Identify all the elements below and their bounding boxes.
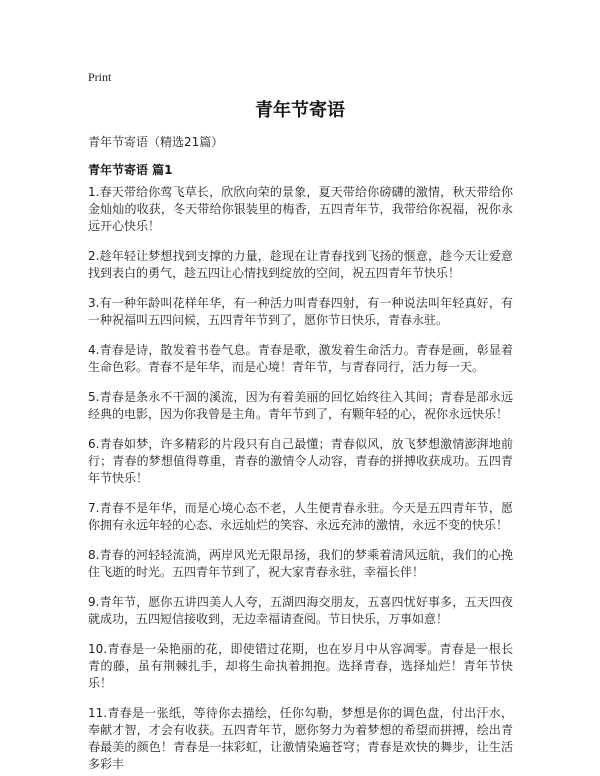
- paragraph: 11.青春是一张纸，等待你去描绘，任你勾勒，梦想是你的调色盘，付出汗水，奉献才智，才会有收获。五四青年节，愿你努力为着梦想的希望而拼搏，绘出青春最美的颜色！青春是一抹彩虹，让激情染遍苍穹；青春是欢快的舞步，让生活多彩丰: [88, 706, 513, 771]
- paragraph: 6.青春如梦，许多精彩的片段只有自己最懂；青春似风，放飞梦想激情澎湃地前行；青春的梦想值得尊重，青春的激情令人动容，青春的拼搏收获成功。五四青年节快乐！: [88, 437, 513, 485]
- paragraph: 4.青春是诗，散发着书卷气息。青春是歌，激发着生命活力。青春是画，彰显着生命色彩。青春不是年华，而是心境！青年节，与青春同行，活力每一天。: [88, 343, 513, 374]
- paragraph: 5.青春是条永不干涸的溪流，因为有着美丽的回忆始终往入其间；青春是部永远经典的电影，因为你我曾是主角。青年节到了，有颗年轻的心，祝你永远快乐！: [88, 390, 513, 421]
- subtitle: 青年节寄语（精选21篇）: [88, 135, 224, 149]
- paragraph: 8.青春的河轻轻流淌，两岸风光无限昂扬，我们的梦乘着清风远航，我们的心挽住飞逝的时光。五四青年节到了，祝大家青春永驻，幸福长伴！: [88, 548, 513, 579]
- section-heading: 青年节寄语 篇1: [88, 163, 173, 177]
- paragraph: 3.有一种年龄叫花样年华，有一种活力叫青春四射，有一种说法叫年轻真好，有一种祝福叫五四问候，五四青年节到了，愿你节日快乐，青春永驻。: [88, 296, 513, 327]
- print-link[interactable]: Print: [88, 70, 112, 84]
- paragraph: 10.青春是一朵艳丽的花，即使错过花期，也在岁月中从容凋零。青春是一根长青的藤，虽有荆棘扎手，却将生命执着拥抱。选择青春，选择灿烂！青年节快乐！: [88, 642, 513, 690]
- paragraph: 2.趁年轻让梦想找到支撑的力量，趁现在让青春找到飞扬的惬意，趁今天让爱意找到表白的勇气，趁五四让心情找到绽放的空间，祝五四青年节快乐！: [88, 249, 513, 280]
- paragraph: 7.青春不是年华，而是心境心态不老，人生便青春永驻。今天是五四青年节，愿你拥有永远年轻的心态、永远灿烂的笑容、永远充沛的激情，永远不变的快乐！: [88, 501, 513, 532]
- page-title: 青年节寄语: [255, 100, 345, 121]
- article-body: [88, 184, 513, 776]
- paragraph: 9.青年节，愿你五讲四美人人夸，五湖四海交朋友，五喜四忧好事多，五天四夜就成功，五四短信接收到，无边幸福请查阅。节日快乐，万事如意！: [88, 595, 513, 626]
- paragraph: 1.春天带给你莺飞草长，欣欣向荣的景象，夏天带给你磅礴的激情，秋天带给你金灿灿的收获，冬天带给你银装里的梅香，五四青年节，我带给你祝福，祝你永远开心快乐！: [88, 185, 513, 233]
